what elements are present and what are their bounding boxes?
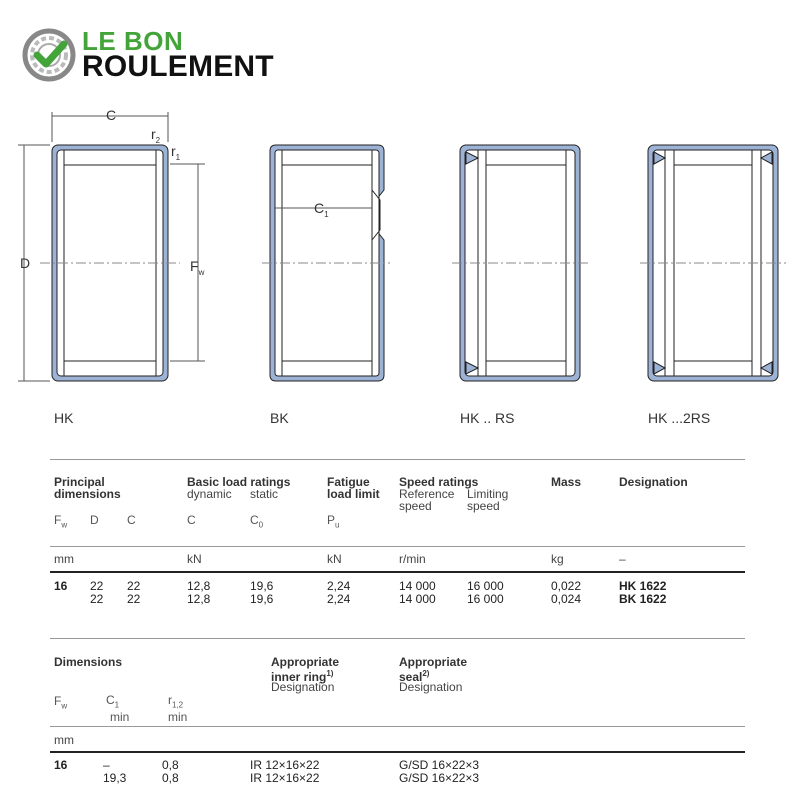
t1-sym-pu: $P_u$: [327, 513, 340, 530]
t1-dynamic-label: dynamic: [187, 487, 232, 501]
t1-sym-fw: $F_w$: [54, 513, 68, 530]
dim-r1-label: $r_1$: [171, 143, 181, 162]
t1-fatigue-header: Fatigue load limit: [327, 475, 380, 501]
t1-speed-header: Speed ratings: [399, 475, 479, 489]
hk-2rs-drawing: [640, 145, 786, 381]
bearing-check-icon: [22, 28, 76, 82]
table2-mid-rule: [50, 726, 745, 727]
brand-line1: LE BON: [82, 26, 184, 56]
t2-sym-r12: $r_{1,2}$ min: [168, 693, 188, 725]
bk-drawing: [262, 145, 390, 381]
t1-unit-dash: –: [619, 552, 626, 566]
type-label-hk-2rs: HK ...2RS: [648, 410, 711, 426]
hk-rs-drawing: [452, 145, 588, 381]
t1-sym-d: D: [90, 513, 99, 527]
bearing-drawings: [0, 95, 800, 395]
t1-sym-c0: $C_0$: [250, 513, 264, 530]
dim-r2-label: $r_2$: [151, 126, 161, 145]
t1-unit-kg: kg: [551, 552, 564, 566]
table1-mid-rule: [50, 546, 745, 547]
t2-inner-ring-header: Appropriate inner ring$^{1)}$: [271, 655, 340, 684]
t2-sym-fw: $F_w$: [54, 694, 68, 711]
table2-top-rule: [50, 638, 745, 639]
type-label-hk-rs: HK .. RS: [460, 410, 515, 426]
t1-unit-kn1: kN: [187, 552, 202, 566]
t1-unit-rmin: r/min: [399, 552, 426, 566]
t1-mass-header: Mass: [551, 475, 582, 489]
t2-seal-header: Appropriate seal$^{2)}$: [399, 655, 468, 684]
dim-c1-label: $C_1$: [314, 200, 329, 219]
t1-basic-load-header: Basic load ratings: [187, 475, 291, 489]
t1-principal-header: Principal dimensions: [54, 475, 121, 501]
t1-unit-kn2: kN: [327, 552, 342, 566]
brand-line2: ROULEMENT: [82, 50, 274, 83]
t2-seal-designation-label: Designation: [399, 680, 463, 694]
t2-fw-value: 16: [54, 758, 68, 772]
t1-limiting-label: Limiting speed: [467, 487, 509, 513]
table2-thick-rule: [50, 751, 745, 753]
t1-reference-label: Reference speed: [399, 487, 455, 513]
t2-dimensions-header: Dimensions: [54, 655, 123, 669]
t2-unit-mm: mm: [54, 733, 74, 747]
t1-static-label: static: [250, 487, 279, 501]
dim-fw-label: $F_w$: [190, 258, 205, 277]
t1-unit-mm: mm: [54, 552, 74, 566]
t1-designation-header: Designation: [619, 475, 688, 489]
t2-inner-designation-label: Designation: [271, 680, 335, 694]
dim-d-label: D: [20, 255, 31, 271]
type-label-bk: BK: [270, 410, 289, 426]
dim-c-label: C: [106, 107, 117, 123]
table1-thick-rule: [50, 571, 745, 573]
t2-sym-c1: $C_1$ min: [106, 693, 130, 725]
t1-fw-value: 16: [54, 579, 68, 593]
type-label-hk: HK: [54, 410, 74, 426]
t1-sym-c: C: [127, 513, 136, 527]
t1-sym-cdyn: C: [187, 513, 196, 527]
table1-top-rule: [50, 459, 745, 460]
